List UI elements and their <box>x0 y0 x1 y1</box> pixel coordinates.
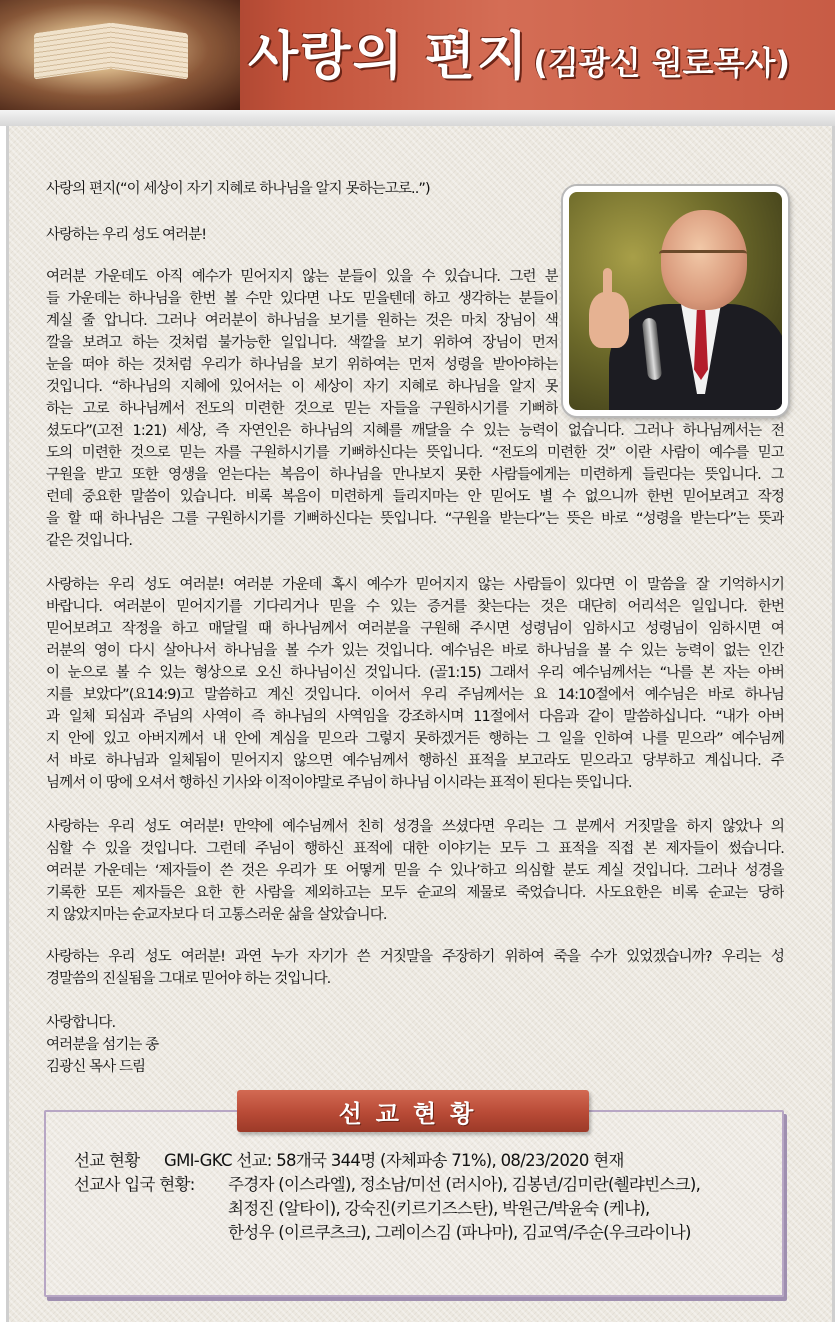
photo-glasses <box>659 250 747 269</box>
letter-greeting: 사랑하는 우리 성도 여러분! <box>46 227 207 243</box>
banner-title-main: 사랑의 편지 <box>248 27 530 87</box>
mission-status-header <box>237 1090 589 1132</box>
letter-line: 것입니다. “하나님의 지혜에 있어서는 이 세상이 자기 지혜로 하나님을 알지 못 <box>46 379 558 395</box>
letter-line: 과 일체 되심과 주님의 사역이 즉 하나님의 사역임을 강조하시며 11절에서 다음과 같이 말씀하십니다. “내가 아버 <box>46 709 784 725</box>
letter-line: 서 바로 하나님과 일체됨이 믿어지지 않으면 예수님께서 행하신 표적을 보고라도 믿으라고 당부하고 계십니다. 주 <box>46 753 784 769</box>
letter-line: 들 가운데는 하나님을 한번 볼 수만 있다면 나도 믿을텐데 하고 생각하는 분들이 <box>46 291 558 307</box>
letter-line: 계실 줄 압니다. 그러나 여러분이 하나님을 보기를 원하는 것은 마치 장님이 색 <box>46 313 558 329</box>
letter-line: 사랑하는 우리 성도 여러분! 여러분 가운데 혹시 예수가 믿어지지 않는 사람들이 있다면 이 말씀을 잘 기억하시기 <box>46 577 784 593</box>
letter-title: 사랑의 편지(“이 세상이 자기 지혜로 하나님을 알지 못하는고로..”) <box>46 181 430 197</box>
letter-line: 같은 것입니다. <box>46 533 133 549</box>
letter-line: 님께서 이 땅에 오셔서 행하신 기사와 이적이야말로 주님이 하나님 이시라는 표적이 된다는 뜻입니다. <box>46 775 632 791</box>
letter-line: 경말씀의 진실됨을 그대로 믿어야 하는 것입니다. <box>46 971 331 987</box>
letter-line: 러분의 영이 다시 살아나서 하나님을 볼 수가 있는 것입니다. 예수님은 바로 하나님을 볼 수 있는 능력이 없는 인간 <box>46 643 784 659</box>
missionary-entry-label: 선교사 입국 현황: <box>74 1175 195 1194</box>
banner-title-author: (김광신 원로목사) <box>533 44 791 82</box>
letter-line: 지를 보았다”(요14:9)고 말씀하고 계신 것입니다. 이어서 우리 주님께서는 요 14:10절에서 예수님은 바로 하나님 <box>46 687 784 703</box>
letter-line: 구원을 받고 또한 영생을 얻는다는 복음이 하나님을 만나보지 못한 사람들에게는 미련하게 들린다는 뜻입니다. 그 <box>46 467 784 483</box>
header-banner <box>0 0 835 110</box>
mission-status-label: 선교 현황 <box>74 1151 140 1170</box>
letter-line: 심할 수 있을 것입니다. 그런데 주님이 행하신 표적에 대한 이야기는 모두 그 표적을 직접 본 제자들이 썼습니다. <box>46 841 784 857</box>
letter-line: 눈을 떠야 하는 것처럼 우리가 하나님을 보기 위하여는 먼저 성령을 받아야하는 <box>46 357 558 373</box>
banner-title <box>248 14 790 96</box>
letter-signoff: 여러분을 섬기는 종 <box>46 1037 159 1053</box>
letter-line: 지 않았지마는 순교자보다 더 고통스러운 삶을 살았습니다. <box>46 907 387 923</box>
missionary-entry-line: 주경자 (이스라엘), 정소남/미선 (러시아), 김봉년/김미란(췔랴빈스크), <box>228 1175 701 1194</box>
letter-line: 도의 미련한 것으로 믿는 자를 구원하시기를 기뻐하신다는 뜻입니다. “전도의 미련한 것” 이란 사람이 예수를 믿고 <box>46 445 784 461</box>
letter-line: 여러분 가운데도 아직 예수가 믿어지지 않는 분들이 있을 수 있습니다. 그런 분 <box>46 269 558 285</box>
open-bible-image <box>0 0 240 110</box>
letter-line: 셨도다”(고전 1:21) 세상, 즉 자연인은 하나님의 지혜를 깨달을 수 있는 능력이 없습니다. 그러나 하나님께서는 전 <box>46 423 784 439</box>
mission-status-text: GMI-GKC 선교: 58개국 344명 (자체파송 71%), 08/23/2020 현재 <box>164 1151 624 1170</box>
photo-hand <box>589 292 629 348</box>
letter-line: 사랑하는 우리 성도 여러분! 만약에 예수님께서 친히 성경을 쓰셨다면 우리는 그 분께서 거짓말을 하지 않았나 의 <box>46 819 784 835</box>
letter-line: 지 안에 있고 아버지께서 내 안에 계심을 믿으라 그렇지 못하겠거든 행하는 그 일을 인하여 나를 믿으라” 예수님께 <box>46 731 784 747</box>
letter-signature: 김광신 목사 드림 <box>46 1059 146 1075</box>
banner-divider <box>0 110 835 126</box>
letter-line: 하는 고로 하나님께서 전도의 미련한 것으로 믿는 자들을 구원하시기를 기뻐하 <box>46 401 558 417</box>
letter-line: 바랍니다. 여러분이 믿어지기를 기다리거나 믿을 수 있는 증거를 찾는다는 것은 대단히 어리석은 일입니다. 한번 <box>46 599 784 615</box>
bible-right-page <box>110 23 188 80</box>
missionary-entry-line: 한성우 (이르쿠츠크), 그레이스김 (파나마), 김교역/주순(우크라이나) <box>228 1223 691 1242</box>
bible-left-page <box>34 23 112 80</box>
letter-closing: 사랑합니다. <box>46 1015 116 1031</box>
letter-line: 을 할 때 하나님은 그를 구원하시기를 기뻐하신다는 뜻입니다. “구원을 받는다”는 뜻은 바로 “성령을 받는다”는 뜻과 <box>46 511 784 527</box>
letter-line: 이 눈으로 볼 수 있는 형상으로 오신 하나님이신 것입니다. (골1:15) 그래서 우리 예수님께서는 “나를 본 자는 아버 <box>46 665 784 681</box>
letter-line: 기록한 모든 제자들은 요한 한 사람을 제외하고는 모두 순교의 제물로 죽었습니다. 사도요한은 비록 순교는 당하 <box>46 885 784 901</box>
letter-line: 사랑하는 우리 성도 여러분! 과연 누가 자기가 쓴 거짓말을 주장하기 위하여 죽을 수가 있었겠습니까? 우리는 성 <box>46 949 784 965</box>
pastor-photo <box>563 186 788 416</box>
mission-status-title: 선교현황 <box>338 1099 488 1128</box>
missionary-entry-line: 최정진 (알타이), 강숙진(키르기즈스탄), 박원근/박윤숙 (케냐), <box>228 1199 650 1218</box>
letter-line: 믿어보려고 작정을 하고 매달릴 때 하나님께서 여러분을 구원해 주시면 성령님이 임하시고 성령님이 임하시면 여 <box>46 621 784 637</box>
letter-line: 런데 중요한 말씀이 있습니다. 비록 복음이 미련하게 들리지마는 안 믿어도 별 수 없으니까 한번 믿어보려고 작정 <box>46 489 784 505</box>
letter-line: 여러분 가운데는 ‘제자들이 쓴 것은 우리가 또 어떻게 믿을 수 있나’하고 의심할 분도 계실 것입니다. 그러나 성경을 <box>46 863 784 879</box>
letter-line: 깔을 보려고 하는 것처럼 불가능한 일입니다. 색깔을 보기 위하여 장님이 먼저 <box>46 335 558 351</box>
